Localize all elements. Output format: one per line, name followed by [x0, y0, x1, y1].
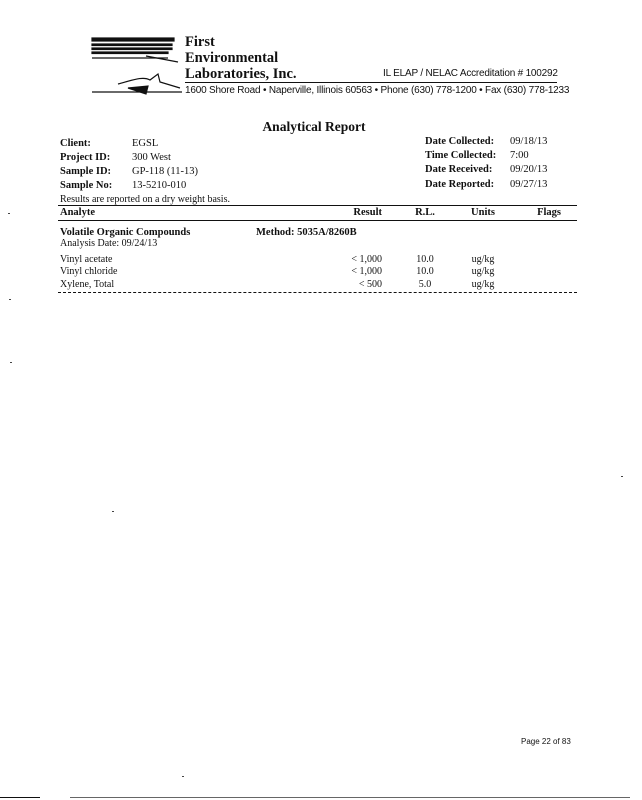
table-row-2-result: < 1,000	[351, 266, 382, 277]
scan-speck	[9, 299, 11, 300]
accreditation: IL ELAP / NELAC Accreditation # 100292	[383, 68, 558, 79]
sample-no-value: 13-5210-010	[132, 180, 187, 191]
analysis-date: Analysis Date: 09/24/13	[60, 238, 158, 249]
date-received-label: Date Received:	[425, 164, 493, 175]
table-row-1-units: ug/kg	[471, 254, 495, 265]
basis-note: Results are reported on a dry weight basis.	[60, 194, 230, 205]
scan-edge-mark	[0, 797, 40, 798]
table-top-rule	[58, 205, 577, 206]
company-name-line-2: Environmental	[185, 50, 279, 66]
table-row-2-rl: 10.0	[416, 266, 434, 277]
scan-speck	[621, 476, 623, 477]
scan-edge-mark	[70, 797, 630, 798]
time-collected-value: 7:00	[510, 150, 529, 161]
project-id-label: Project ID:	[60, 152, 111, 163]
sample-id-label: Sample ID:	[60, 166, 112, 177]
date-collected-value: 09/18/13	[510, 136, 548, 147]
table-row-1-rl: 10.0	[416, 254, 434, 265]
table-header-rule	[58, 220, 577, 221]
table-row-1-result: < 1,000	[351, 254, 382, 265]
report-title: Analytical Report	[262, 119, 366, 134]
letterhead-rule	[185, 82, 557, 83]
header-units: Units	[471, 207, 495, 218]
client-value: EGSL	[132, 138, 159, 149]
table-row-3-analyte: Xylene, Total	[60, 279, 115, 290]
project-id-value: 300 West	[132, 152, 171, 163]
date-reported-label: Date Reported:	[425, 179, 495, 190]
sample-no-label: Sample No:	[60, 180, 113, 191]
company-address: 1600 Shore Road • Naperville, Illinois 60563 • Phone (630) 778-1200 • Fax (630) 778-1233	[185, 85, 570, 96]
scan-speck	[8, 213, 10, 214]
company-logo	[88, 36, 184, 98]
table-row-2-analyte: Vinyl chloride	[60, 266, 118, 277]
table-row-3-rl: 5.0	[418, 279, 432, 290]
table-row-3-result: < 500	[358, 279, 382, 290]
table-bottom-rule	[58, 292, 577, 293]
date-received-value: 09/20/13	[510, 164, 548, 175]
sample-id-value: GP-118 (11-13)	[132, 166, 199, 177]
scan-speck	[182, 776, 184, 777]
scan-speck	[10, 362, 12, 363]
date-collected-label: Date Collected:	[425, 136, 495, 147]
time-collected-label: Time Collected:	[425, 150, 497, 161]
table-row-2-units: ug/kg	[471, 266, 495, 277]
date-reported-value: 09/27/13	[510, 179, 548, 190]
client-label: Client:	[60, 138, 91, 149]
table-row-3-units: ug/kg	[471, 279, 495, 290]
method: Method: 5035A/8260B	[256, 227, 357, 238]
page-number: Page 22 of 83	[521, 737, 571, 746]
group-title: Volatile Organic Compounds	[60, 227, 191, 238]
scan-speck	[112, 511, 114, 512]
table-row-1-analyte: Vinyl acetate	[60, 254, 113, 265]
company-name-line-3: Laboratories, Inc.	[185, 66, 297, 82]
company-name	[185, 34, 297, 82]
company-name-line-1: First	[185, 34, 215, 50]
header-result: Result	[353, 207, 382, 218]
header-flags: Flags	[537, 207, 561, 218]
header-rl: R.L.	[415, 207, 435, 218]
header-analyte: Analyte	[60, 207, 95, 218]
